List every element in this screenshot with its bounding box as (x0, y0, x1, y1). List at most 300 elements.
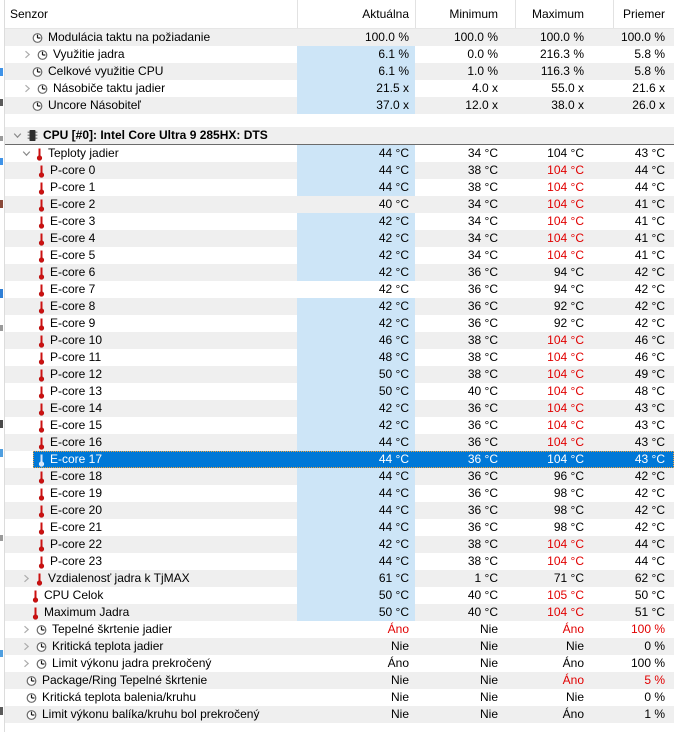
value-maximum: 104 °C (547, 452, 584, 466)
clock-icon (32, 32, 43, 44)
sensor-row[interactable] (5, 281, 674, 298)
sensor-label: Limit výkonu jadra prekročený (52, 656, 212, 670)
column-header-senzor[interactable]: Senzor (10, 7, 49, 21)
value-maximum: 98 °C (553, 503, 584, 517)
value-priemer: 43 °C (634, 401, 665, 415)
sensor-name-cell (5, 536, 297, 553)
sensor-row[interactable] (5, 230, 674, 247)
value-maximum: 55.0 x (551, 81, 584, 95)
sensor-name-cell (5, 655, 297, 672)
value-maximum: 96 °C (553, 469, 584, 483)
value-maximum: 105 °C (547, 588, 584, 602)
sensor-label: P-core 0 (50, 163, 96, 177)
sensor-row[interactable] (5, 400, 674, 417)
value-priemer: 42 °C (634, 469, 665, 483)
sensor-label: P-core 10 (50, 333, 103, 347)
sensor-label: E-core 4 (50, 231, 96, 245)
thermometer-icon (38, 181, 45, 195)
chevron-down-icon[interactable] (13, 131, 27, 140)
thermometer-icon (38, 215, 45, 229)
value-minimum: Nie (479, 656, 498, 670)
value-priemer: 5.8 % (634, 64, 665, 78)
window-edge-artifact (0, 158, 3, 165)
value-aktualna: 50 °C (297, 366, 415, 383)
value-aktualna: 50 °C (297, 383, 415, 400)
sensor-label: E-core 6 (50, 265, 96, 279)
value-aktualna: 42 °C (297, 298, 415, 315)
value-minimum: 36 °C (467, 401, 498, 415)
sensor-row[interactable] (5, 519, 674, 536)
sensor-row[interactable] (5, 502, 674, 519)
sensor-row[interactable] (5, 46, 674, 63)
thermometer-icon (38, 351, 45, 365)
clock-icon (37, 83, 48, 95)
value-aktualna: Nie (390, 707, 409, 721)
thermometer-icon (38, 504, 45, 518)
sensor-row[interactable] (5, 97, 674, 114)
sensor-name-cell (5, 706, 297, 723)
sensor-label: P-core 1 (50, 180, 96, 194)
sensor-row[interactable] (5, 162, 674, 179)
sensor-row[interactable] (5, 80, 674, 97)
value-priemer: 42 °C (634, 265, 665, 279)
chevron-right-icon[interactable] (22, 642, 36, 651)
value-aktualna: 42 °C (297, 230, 415, 247)
sensor-row[interactable] (5, 145, 674, 162)
sensor-table-body (5, 29, 674, 723)
value-minimum: 34 °C (467, 248, 498, 262)
sensor-label: Násobiče taktu jadier (53, 81, 166, 95)
clock-icon (32, 66, 43, 78)
value-maximum: 92 °C (553, 299, 584, 313)
value-priemer: 62 °C (634, 571, 665, 585)
sensor-label: Teploty jadier (48, 146, 119, 160)
sensor-name-cell (5, 638, 297, 655)
thermometer-icon (38, 249, 45, 263)
value-minimum: 40 °C (467, 384, 498, 398)
sensor-row[interactable] (5, 179, 674, 196)
sensor-row[interactable] (5, 655, 674, 672)
value-aktualna: Áno (387, 622, 409, 636)
value-aktualna: 44 °C (378, 452, 409, 466)
value-minimum: 36 °C (467, 452, 498, 466)
value-maximum: 104 °C (547, 180, 584, 194)
sensor-row[interactable] (5, 638, 674, 655)
thermometer-icon (38, 300, 45, 314)
value-maximum: 100.0 % (539, 30, 584, 44)
value-minimum: Nie (479, 673, 498, 687)
sensor-name-cell (5, 485, 297, 502)
value-maximum: 104 °C (547, 214, 584, 228)
sensor-label: Uncore Násobiteľ (48, 98, 141, 112)
clock-icon (26, 675, 37, 687)
sensor-name-cell (5, 46, 297, 63)
thermometer-icon (38, 266, 45, 280)
value-maximum: Nie (565, 690, 584, 704)
value-priemer: 41 °C (634, 231, 665, 245)
value-priemer: 1 % (644, 707, 665, 721)
window-edge-artifact (0, 68, 3, 76)
value-maximum: 216.3 % (539, 47, 584, 61)
column-header-aktualna[interactable]: Aktuálna (297, 0, 415, 28)
window-edge-artifact (0, 707, 3, 715)
value-minimum: 34 °C (467, 214, 498, 228)
value-minimum: 38 °C (467, 554, 498, 568)
thermometer-icon (38, 555, 45, 569)
sensor-name-cell (5, 689, 297, 706)
value-aktualna: Nie (390, 673, 409, 687)
value-maximum: 104 °C (547, 231, 584, 245)
sensor-name-cell (5, 587, 297, 604)
value-minimum: 36 °C (467, 282, 498, 296)
chevron-down-icon[interactable] (22, 149, 36, 158)
value-minimum: Nie (479, 622, 498, 636)
value-aktualna: 44 °C (297, 502, 415, 519)
thermometer-icon (38, 334, 45, 348)
sensor-name-cell (5, 417, 297, 434)
sensor-label: E-core 9 (50, 316, 96, 330)
thermometer-icon (36, 147, 43, 161)
sensor-name-cell (5, 230, 297, 247)
group-header-label: CPU [#0]: Intel Core Ultra 9 285HX: DTS (43, 128, 268, 142)
table-header (5, 0, 674, 29)
value-aktualna: 50 °C (297, 587, 415, 604)
value-aktualna: Áno (387, 656, 409, 670)
chip-icon (27, 129, 38, 142)
sensor-row[interactable] (5, 383, 674, 400)
column-header-minimum[interactable]: Minimum (415, 0, 515, 28)
value-priemer: 43 °C (634, 146, 665, 160)
sensor-name-cell (5, 502, 297, 519)
value-priemer: 46 °C (634, 333, 665, 347)
value-priemer: 26.0 x (632, 98, 665, 112)
value-maximum: 104 °C (547, 435, 584, 449)
value-priemer: 5.8 % (634, 47, 665, 61)
value-minimum: 12.0 x (465, 98, 498, 112)
value-minimum: 34 °C (467, 197, 498, 211)
sensor-name-cell (5, 349, 297, 366)
thermometer-icon (38, 419, 45, 433)
value-maximum: 104 °C (547, 163, 584, 177)
thermometer-icon (36, 572, 43, 586)
value-aktualna: 48 °C (297, 349, 415, 366)
sensor-row[interactable] (5, 706, 674, 723)
sensor-name-cell (5, 332, 297, 349)
value-aktualna: Nie (390, 690, 409, 704)
clock-icon (26, 692, 37, 704)
value-maximum: Áno (562, 622, 584, 636)
sensor-name-cell (5, 213, 297, 230)
sensor-name-cell (5, 264, 297, 281)
sensor-row[interactable] (5, 672, 674, 689)
thermometer-icon (38, 317, 45, 331)
value-aktualna: 44 °C (297, 485, 415, 502)
sensor-row[interactable] (5, 315, 674, 332)
value-minimum: 100.0 % (453, 30, 498, 44)
value-priemer: 44 °C (634, 554, 665, 568)
value-minimum: 38 °C (467, 367, 498, 381)
clock-icon (37, 49, 48, 61)
value-maximum: 71 °C (553, 571, 584, 585)
sensor-name-cell (5, 434, 297, 451)
value-minimum: 36 °C (467, 265, 498, 279)
value-maximum: 98 °C (553, 520, 584, 534)
sensor-name-cell (5, 519, 297, 536)
value-maximum: 104 °C (547, 248, 584, 262)
value-maximum: 116.3 % (540, 64, 584, 78)
value-maximum: 94 °C (553, 282, 584, 296)
value-aktualna: 42 °C (378, 282, 409, 296)
sensor-row[interactable] (5, 553, 674, 570)
sensor-name-cell (5, 383, 297, 400)
clock-icon (32, 100, 43, 112)
clock-icon (26, 709, 37, 721)
sensor-label: Vzdialenosť jadra k TjMAX (48, 571, 190, 585)
value-aktualna: 42 °C (297, 264, 415, 281)
thermometer-icon (38, 470, 45, 484)
value-aktualna: 42 °C (297, 536, 415, 553)
value-aktualna: 44 °C (297, 162, 415, 179)
value-priemer: 42 °C (634, 316, 665, 330)
sensor-row[interactable] (5, 213, 674, 230)
value-aktualna: Nie (390, 639, 409, 653)
value-aktualna: 44 °C (297, 179, 415, 196)
value-maximum: 104 °C (547, 384, 584, 398)
sensor-label: P-core 12 (50, 367, 103, 381)
value-aktualna: 61 °C (297, 570, 415, 587)
value-aktualna: 46 °C (297, 332, 415, 349)
value-minimum: 38 °C (467, 350, 498, 364)
group-header-row[interactable] (5, 127, 674, 145)
window-edge-artifact (0, 99, 3, 106)
value-maximum: 92 °C (553, 316, 584, 330)
value-minimum: 34 °C (467, 146, 498, 160)
thermometer-icon (32, 589, 39, 603)
sensor-name-cell (5, 570, 297, 587)
sensor-label: E-core 7 (50, 282, 96, 296)
sensor-label: Kritická teplota balenia/kruhu (42, 690, 197, 704)
chevron-right-icon[interactable] (22, 659, 36, 668)
value-minimum: 40 °C (467, 588, 498, 602)
value-minimum: Nie (479, 707, 498, 721)
sensor-row[interactable] (5, 689, 674, 706)
value-maximum: 98 °C (553, 486, 584, 500)
sensor-label: Package/Ring Tepelné škrtenie (42, 673, 208, 687)
value-minimum: 36 °C (467, 299, 498, 313)
value-aktualna: 44 °C (297, 553, 415, 570)
sensor-row[interactable] (5, 604, 674, 621)
thermometer-icon (38, 164, 45, 178)
sensor-label: E-core 15 (50, 418, 103, 432)
sensor-row[interactable] (5, 570, 674, 587)
column-header-maximum[interactable]: Maximum (515, 0, 613, 28)
value-priemer: 100 % (630, 622, 665, 636)
value-minimum: 38 °C (467, 537, 498, 551)
window-edge-artifact (0, 449, 3, 457)
sensor-row[interactable] (5, 536, 674, 553)
value-priemer: 42 °C (634, 503, 665, 517)
value-minimum: 0.0 % (467, 47, 498, 61)
thermometer-icon (38, 198, 45, 212)
sensor-name-cell (5, 145, 297, 162)
value-priemer: 41 °C (634, 248, 665, 262)
sensor-name-cell (5, 604, 297, 621)
sensor-label: E-core 14 (50, 401, 103, 415)
value-aktualna: 21.5 x (297, 80, 415, 97)
sensor-name-cell (5, 315, 297, 332)
value-priemer: 46 °C (634, 350, 665, 364)
sensor-label: P-core 23 (50, 554, 103, 568)
value-aktualna: 42 °C (297, 247, 415, 264)
value-aktualna: 6.1 % (297, 63, 415, 80)
value-maximum: 94 °C (553, 265, 584, 279)
sensor-row[interactable] (5, 29, 674, 46)
value-priemer: 21.6 x (632, 81, 665, 95)
thermometer-icon (38, 368, 45, 382)
thermometer-icon (38, 385, 45, 399)
sensor-name-cell (5, 281, 297, 298)
value-priemer: 0 % (644, 639, 665, 653)
sensor-row[interactable] (5, 247, 674, 264)
value-priemer: 0 % (644, 690, 665, 704)
value-aktualna: 37.0 x (297, 97, 415, 114)
sensor-name-cell (5, 672, 297, 689)
window-edge-artifact (0, 420, 3, 428)
value-maximum: 104 °C (547, 401, 584, 415)
value-priemer: 44 °C (634, 180, 665, 194)
sensor-label: E-core 16 (50, 435, 103, 449)
window-edge-artifact (0, 289, 3, 298)
sensor-row[interactable] (5, 332, 674, 349)
value-aktualna: 44 °C (297, 519, 415, 536)
sensor-name-cell (5, 451, 297, 468)
value-maximum: 104 °C (547, 146, 584, 160)
value-priemer: 5 % (644, 673, 665, 687)
thermometer-icon (38, 521, 45, 535)
thermometer-icon (38, 453, 45, 467)
value-priemer: 42 °C (634, 299, 665, 313)
sensor-label: P-core 11 (50, 350, 102, 364)
value-aktualna: 44 °C (297, 468, 415, 485)
value-minimum: 38 °C (467, 333, 498, 347)
sensor-name-cell (5, 179, 297, 196)
clock-icon (36, 658, 47, 670)
value-minimum: 38 °C (467, 180, 498, 194)
value-priemer: 44 °C (634, 163, 665, 177)
sensor-row[interactable] (5, 434, 674, 451)
sensor-label: P-core 13 (50, 384, 103, 398)
sensor-name-cell (5, 298, 297, 315)
sensor-name-cell (5, 366, 297, 383)
value-priemer: 44 °C (634, 537, 665, 551)
chevron-right-icon[interactable] (22, 574, 36, 583)
value-maximum: Nie (565, 639, 584, 653)
sensor-name-cell (5, 97, 297, 114)
window-edge-artifact (0, 200, 3, 208)
value-priemer: 42 °C (634, 520, 665, 534)
value-maximum: 104 °C (547, 605, 584, 619)
chevron-right-icon[interactable] (22, 625, 36, 634)
sensor-row[interactable] (5, 366, 674, 383)
sensor-label: CPU Celok (44, 588, 104, 602)
value-priemer: 51 °C (634, 605, 665, 619)
sensor-row[interactable] (5, 264, 674, 281)
column-header-priemer[interactable]: Priemer (613, 0, 674, 28)
sensor-label: Kritická teplota jadier (52, 639, 164, 653)
value-maximum: Áno (562, 707, 584, 721)
value-maximum: 104 °C (547, 333, 584, 347)
value-aktualna: 50 °C (297, 604, 415, 621)
sensor-name-cell (5, 468, 297, 485)
value-maximum: 104 °C (547, 554, 584, 568)
value-minimum: 38 °C (467, 163, 498, 177)
clock-icon (36, 641, 47, 653)
value-priemer: 43 °C (634, 452, 665, 466)
chevron-right-icon[interactable] (23, 50, 37, 59)
sensor-row[interactable] (5, 196, 674, 213)
value-minimum: 36 °C (467, 520, 498, 534)
sensor-label: Modulácia taktu na požiadanie (48, 30, 211, 44)
sensor-name-cell (5, 621, 297, 638)
sensor-name-cell (5, 29, 297, 46)
value-priemer: 42 °C (634, 486, 665, 500)
sensor-name-cell (5, 247, 297, 264)
sensor-row[interactable] (5, 485, 674, 502)
group-gap (5, 114, 674, 127)
sensor-row[interactable] (5, 349, 674, 366)
value-minimum: 36 °C (467, 486, 498, 500)
value-maximum: Áno (562, 673, 584, 687)
chevron-right-icon[interactable] (23, 84, 37, 93)
sensor-label: E-core 2 (50, 197, 96, 211)
value-minimum: 36 °C (467, 418, 498, 432)
sensor-row[interactable] (5, 417, 674, 434)
value-aktualna: 6.1 % (297, 46, 415, 63)
value-maximum: 104 °C (547, 367, 584, 381)
window-edge-artifact (0, 325, 3, 331)
value-aktualna: 42 °C (297, 400, 415, 417)
value-minimum: 36 °C (467, 316, 498, 330)
value-aktualna: 42 °C (297, 213, 415, 230)
sensor-row[interactable] (5, 298, 674, 315)
sensor-row[interactable] (5, 587, 674, 604)
window-edge-artifact (0, 650, 3, 657)
value-minimum: 36 °C (467, 503, 498, 517)
value-maximum: 104 °C (547, 418, 584, 432)
sensor-row[interactable] (5, 451, 674, 468)
value-minimum: 36 °C (467, 435, 498, 449)
thermometer-icon (32, 606, 39, 620)
sensor-label: Maximum Jadra (44, 605, 130, 619)
sensor-row[interactable] (5, 621, 674, 638)
sensor-label: E-core 21 (50, 520, 103, 534)
value-priemer: 42 °C (634, 282, 665, 296)
value-priemer: 43 °C (634, 418, 665, 432)
thermometer-icon (38, 283, 45, 297)
value-aktualna: 42 °C (297, 315, 415, 332)
value-maximum: Áno (562, 656, 584, 670)
sensor-name-cell (5, 80, 297, 97)
thermometer-icon (38, 402, 45, 416)
sensor-name-cell (5, 196, 297, 213)
value-minimum: 34 °C (467, 231, 498, 245)
thermometer-icon (38, 232, 45, 246)
sensor-row[interactable] (5, 468, 674, 485)
value-minimum: Nie (479, 690, 498, 704)
value-priemer: 100 % (630, 656, 665, 670)
value-priemer: 43 °C (634, 435, 665, 449)
sensor-row[interactable] (5, 63, 674, 80)
